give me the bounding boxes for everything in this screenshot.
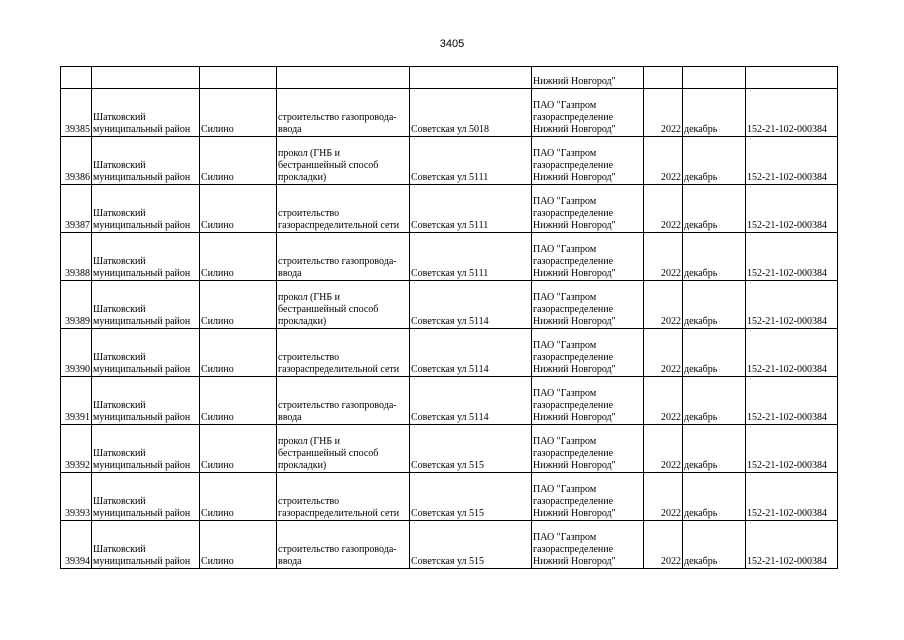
table-row [61,473,838,521]
cell-village: Силино [200,377,277,425]
cell-num: 39386 [61,137,92,185]
cell-owner: ПАО "Газпром газораспределение Нижний Новгород" [532,473,644,521]
cell-village: Силино [200,521,277,569]
cell-village: Силино [200,425,277,473]
cell-owner: ПАО "Газпром газораспределение Нижний Новгород" [532,89,644,137]
cell-num: 39391 [61,377,92,425]
table-row [61,185,838,233]
cell-work: прокол (ГНБ и бестраншейный способ прокладки) [277,425,410,473]
cell-num: 39387 [61,185,92,233]
cell-address: Советская ул 5111 [410,233,532,281]
cell-address: Советская ул 5111 [410,185,532,233]
cell-month: декабрь [683,377,746,425]
cell-code [746,67,838,89]
cell-code: 152-21-102-000384 [746,521,838,569]
cell-village: Силино [200,281,277,329]
cell-code: 152-21-102-000384 [746,281,838,329]
cell-owner: Нижний Новгород" [532,67,644,89]
cell-year: 2022 [644,89,683,137]
cell-num: 39392 [61,425,92,473]
cell-year: 2022 [644,521,683,569]
cell-work: строительство газораспределительной сети [277,185,410,233]
cell-village: Силино [200,89,277,137]
cell-village: Силино [200,329,277,377]
cell-address: Советская ул 5018 [410,89,532,137]
cell-num: 39393 [61,473,92,521]
cell-owner: ПАО "Газпром газораспределение Нижний Новгород" [532,425,644,473]
cell-year: 2022 [644,137,683,185]
cell-month: декабрь [683,329,746,377]
cell-district: Шатковский муниципальный район [92,281,200,329]
cell-village: Силино [200,473,277,521]
cell-num: 39385 [61,89,92,137]
cell-village [200,67,277,89]
cell-code: 152-21-102-000384 [746,89,838,137]
cell-year: 2022 [644,425,683,473]
cell-district: Шатковский муниципальный район [92,521,200,569]
cell-work: строительство газопровода-ввода [277,377,410,425]
cell-address: Советская ул 5114 [410,329,532,377]
cell-district: Шатковский муниципальный район [92,233,200,281]
cell-owner: ПАО "Газпром газораспределение Нижний Новгород" [532,377,644,425]
cell-address: Советская ул 5114 [410,377,532,425]
cell-year: 2022 [644,281,683,329]
cell-village: Силино [200,185,277,233]
cell-code: 152-21-102-000384 [746,233,838,281]
table-row [61,521,838,569]
cell-num: 39390 [61,329,92,377]
table-row [61,425,838,473]
cell-num: 39389 [61,281,92,329]
cell-owner: ПАО "Газпром газораспределение Нижний Новгород" [532,521,644,569]
table-row [61,89,838,137]
cell-num: 39388 [61,233,92,281]
cell-work: прокол (ГНБ и бестраншейный способ прокладки) [277,137,410,185]
cell-month: декабрь [683,281,746,329]
cell-owner: ПАО "Газпром газораспределение Нижний Новгород" [532,185,644,233]
cell-code: 152-21-102-000384 [746,425,838,473]
table-row [61,329,838,377]
cell-year: 2022 [644,233,683,281]
cell-month [683,67,746,89]
cell-owner: ПАО "Газпром газораспределение Нижний Новгород" [532,329,644,377]
registry-table [60,66,838,569]
cell-work [277,67,410,89]
cell-district: Шатковский муниципальный район [92,137,200,185]
cell-district: Шатковский муниципальный район [92,329,200,377]
cell-num: 39394 [61,521,92,569]
cell-work: строительство газопровода-ввода [277,521,410,569]
cell-address: Советская ул 5111 [410,137,532,185]
cell-month: декабрь [683,425,746,473]
cell-address: Советская ул 515 [410,425,532,473]
cell-address: Советская ул 515 [410,473,532,521]
cell-work: строительство газораспределительной сети [277,329,410,377]
cell-district: Шатковский муниципальный район [92,89,200,137]
cell-owner: ПАО "Газпром газораспределение Нижний Новгород" [532,233,644,281]
table-row-continued [61,67,838,89]
table-row [61,137,838,185]
cell-year [644,67,683,89]
cell-month: декабрь [683,185,746,233]
cell-district: Шатковский муниципальный район [92,185,200,233]
cell-year: 2022 [644,473,683,521]
cell-work: прокол (ГНБ и бестраншейный способ прокладки) [277,281,410,329]
table-row [61,377,838,425]
cell-month: декабрь [683,89,746,137]
cell-district: Шатковский муниципальный район [92,377,200,425]
cell-month: декабрь [683,521,746,569]
cell-village: Силино [200,137,277,185]
cell-year: 2022 [644,329,683,377]
cell-code: 152-21-102-000384 [746,329,838,377]
cell-work: строительство газопровода-ввода [277,233,410,281]
cell-code: 152-21-102-000384 [746,137,838,185]
cell-year: 2022 [644,377,683,425]
table-body [61,67,838,569]
cell-address: Советская ул 5114 [410,281,532,329]
cell-code: 152-21-102-000384 [746,473,838,521]
cell-year: 2022 [644,185,683,233]
cell-address: Советская ул 515 [410,521,532,569]
cell-code: 152-21-102-000384 [746,377,838,425]
cell-month: декабрь [683,137,746,185]
cell-owner: ПАО "Газпром газораспределение Нижний Новгород" [532,137,644,185]
cell-code: 152-21-102-000384 [746,185,838,233]
cell-owner: ПАО "Газпром газораспределение Нижний Новгород" [532,281,644,329]
cell-village: Силино [200,233,277,281]
cell-address [410,67,532,89]
table-row [61,281,838,329]
cell-work: строительство газопровода-ввода [277,89,410,137]
cell-district: Шатковский муниципальный район [92,425,200,473]
table-row [61,233,838,281]
cell-district: Шатковский муниципальный район [92,473,200,521]
page-number: 3405 [439,38,465,50]
cell-month: декабрь [683,233,746,281]
cell-month: декабрь [683,473,746,521]
cell-district [92,67,200,89]
cell-work: строительство газораспределительной сети [277,473,410,521]
cell-num [61,67,92,89]
